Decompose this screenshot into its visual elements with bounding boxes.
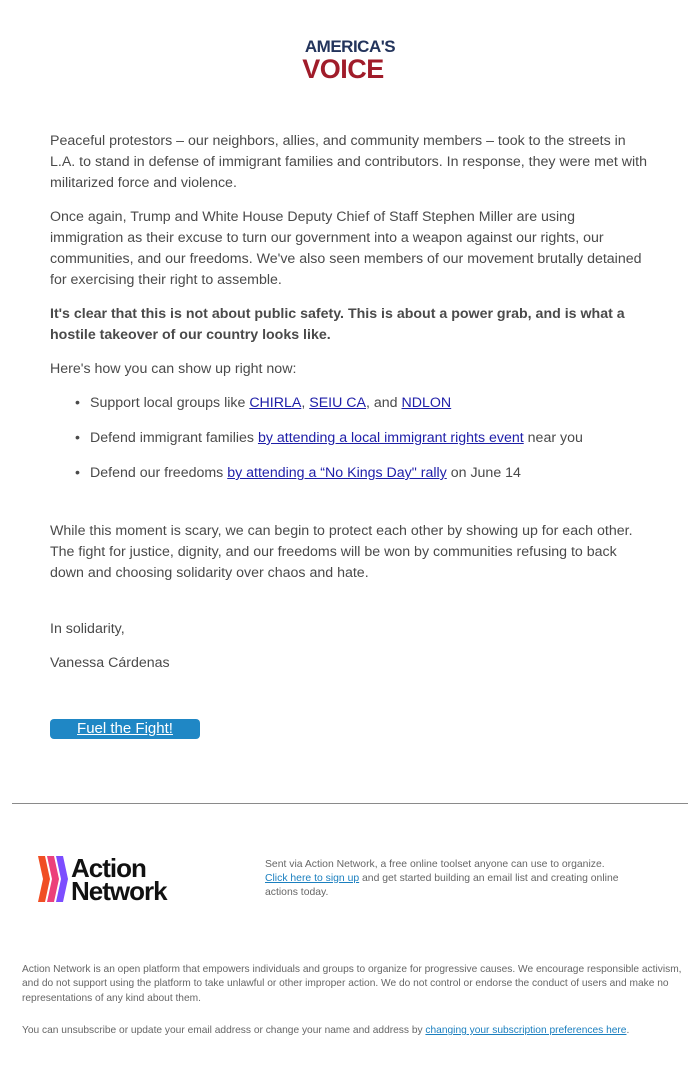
item-text: Defend our freedoms xyxy=(90,465,228,481)
paragraph-government: Once again, Trump and White House Deputy Chief of Staff Stephen Miller are using immigration as their excuse to turn our government into a weapon against our rights, our communities, and our freedoms. We've also seen members of our movement brutally detained for exercising their right to assemble. xyxy=(50,209,642,288)
paragraph-show-up: Here's how you can show up right now: xyxy=(50,361,297,377)
paragraph-solidarity: While this moment is scary, we can begin to protect each other by showing up for each other. The fight for justice, dignity, and our freedoms will be won by communities refusing to back down and choosing solidarity over chaos and hate. xyxy=(50,523,633,581)
email-body xyxy=(50,131,652,687)
unsubscribe-suffix: . xyxy=(626,1025,630,1036)
immigrant-rights-event-link[interactable]: by attending a local immigrant rights event xyxy=(257,430,524,446)
action-network-logo[interactable] xyxy=(38,853,198,906)
signature: Vanessa Cárdenas xyxy=(50,655,170,671)
action-network-chevrons-icon xyxy=(38,855,72,903)
paragraph-protests: Peaceful protestors – our neighbors, allies, and community members – took to the streets in L.A. to stand in defense of immigrant families and contributors. In response, they were met with militarized force and violence. xyxy=(50,133,647,191)
logo-line-americas: AMERICA'S xyxy=(304,37,396,56)
americas-voice-logo[interactable] xyxy=(0,38,700,82)
logo-word-action: Action xyxy=(71,853,146,883)
logo-word-network: Network xyxy=(71,876,167,906)
list-item xyxy=(75,393,652,414)
divider xyxy=(12,803,688,804)
logo-line-voice: VOICE xyxy=(302,54,384,84)
item-text: near you xyxy=(523,430,583,446)
fuel-the-fight-button[interactable]: Fuel the Fight! xyxy=(50,719,200,739)
item-text: on June 14 xyxy=(446,465,521,481)
unsubscribe-text xyxy=(22,1024,692,1038)
item-separator: , and xyxy=(366,395,402,411)
item-text: Support local groups like xyxy=(90,395,250,411)
sign-up-link[interactable]: Click here to sign up xyxy=(265,873,360,884)
sent-via-label: Sent via Action Network, a free online toolset anyone can use to organize. xyxy=(265,859,605,870)
action-list xyxy=(75,393,652,484)
bullet: • xyxy=(75,430,80,446)
closing: In solidarity, xyxy=(50,621,125,637)
no-kings-day-link[interactable]: by attending a “No Kings Day" rally xyxy=(227,465,447,481)
subscription-preferences-link[interactable]: changing your subscription preferences here xyxy=(425,1025,627,1036)
seiu-ca-link[interactable]: SEIU CA xyxy=(309,395,367,411)
item-separator: , xyxy=(301,395,310,411)
unsubscribe-prefix: You can unsubscribe or update your email address or change your name and address by xyxy=(22,1025,426,1036)
bullet: • xyxy=(75,465,80,481)
platform-disclaimer: Action Network is an open platform that empowers individuals and groups to organize for progressive causes. We encourage responsible activism, and do not support using the platform to take unlawful or other improper action. We do not control or endorse the conduct of users and make no representations of any kind about them. xyxy=(22,964,682,1004)
sent-via-text xyxy=(265,858,635,900)
paragraph-power-grab: It's clear that this is not about public safety. This is about a power grab, and is what a hostile takeover of our country looks like. xyxy=(50,306,625,343)
list-item xyxy=(75,428,652,449)
bullet: • xyxy=(75,395,80,411)
ndlon-link[interactable]: NDLON xyxy=(401,395,452,411)
item-text: Defend immigrant families xyxy=(90,430,258,446)
chirla-link[interactable]: CHIRLA xyxy=(249,395,302,411)
sign-up-suffix: and get started building an email list and creating online actions today. xyxy=(265,873,619,898)
list-item xyxy=(75,463,652,484)
